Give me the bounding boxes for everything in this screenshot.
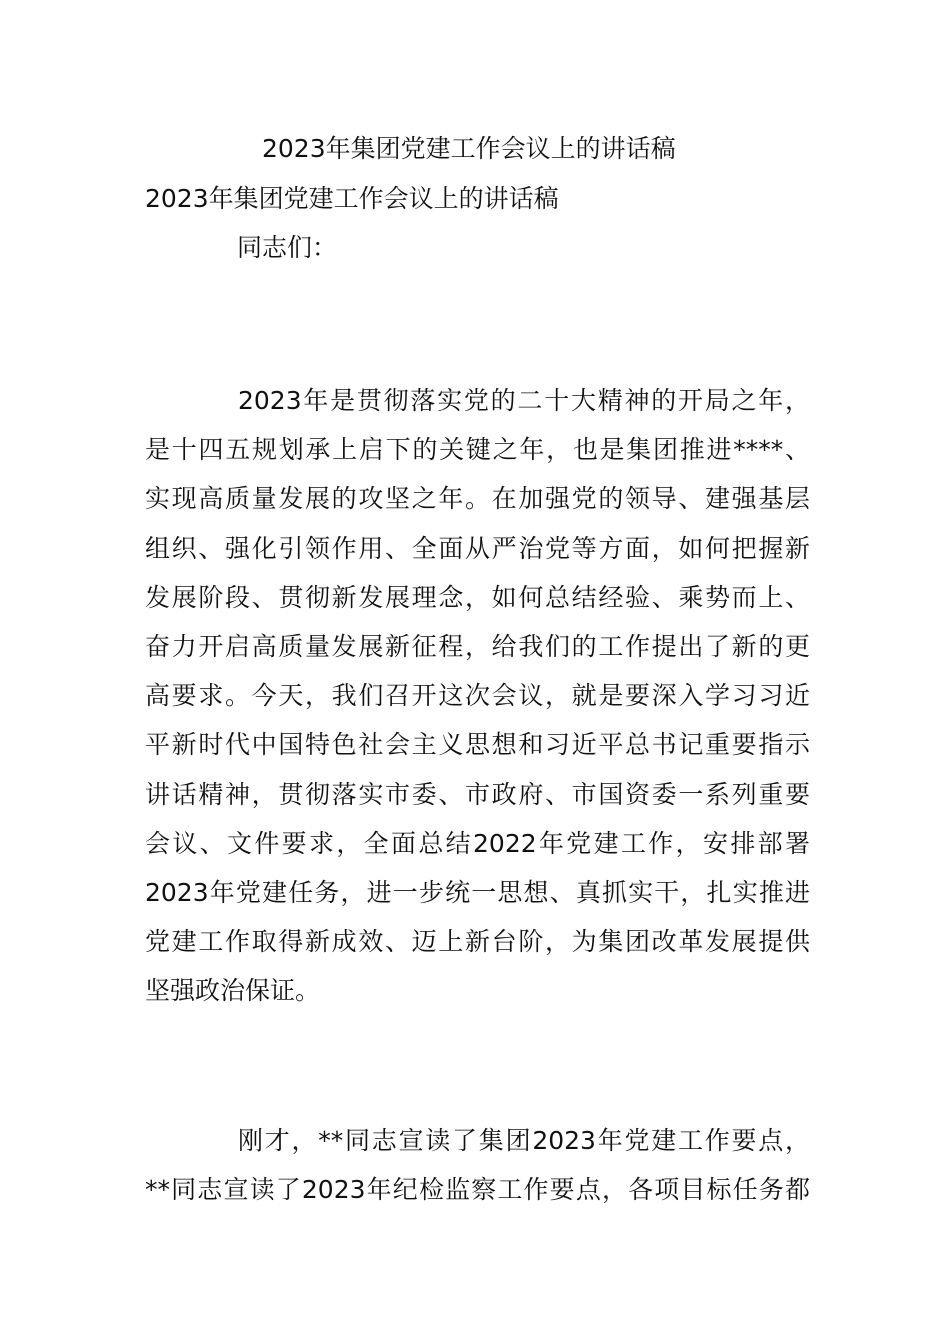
paragraph-line: 讲话精神，贯彻落实市委、市政府、市国资委一系列重要 [145,779,810,809]
paragraph-line: 平新时代中国特色社会主义思想和习近平总书记重要指示 [145,730,810,760]
document-title: 2023年集团党建工作会议上的讲话稿 [262,134,676,163]
document-subtitle: 2023年集团党建工作会议上的讲话稿 [145,184,559,213]
paragraph-line: 2023年党建任务，进一步统一思想、真抓实干，扎实推进 [145,877,810,907]
paragraph-line: 实现高质量发展的攻坚之年。在加强党的领导、建强基层 [145,484,810,514]
paragraph-line: 坚强政治保证。 [145,976,321,1006]
paragraph-line: 刚才，**同志宣读了集团2023年党建工作要点， [238,1126,810,1155]
paragraph-line: 奋力开启高质量发展新征程，给我们的工作提出了新的更 [145,631,810,661]
paragraph-line: 高要求。今天，我们召开这次会议，就是要深入学习习近 [145,681,810,711]
greeting: 同志们： [237,233,338,262]
paragraph-line: **同志宣读了2023年纪检监察工作要点，各项目标任务都 [145,1175,810,1205]
paragraph-line: 会议、文件要求，全面总结2022年党建工作，安排部署 [145,828,810,858]
paragraph-line: 党建工作取得新成效、迈上新台阶，为集团改革发展提供 [145,927,810,957]
paragraph-1 [145,376,810,1015]
paragraph-line: 2023年是贯彻落实党的二十大精神的开局之年， [238,386,810,415]
paragraph-line: 组织、强化引领作用、全面从严治党等方面，如何把握新 [145,533,810,563]
paragraph-line: 是十四五规划承上启下的关键之年，也是集团推进****、 [145,435,810,465]
paragraph-line: 发展阶段、贯彻新发展理念，如何总结经验、乘势而上、 [145,582,810,612]
paragraph-2 [145,1116,810,1214]
